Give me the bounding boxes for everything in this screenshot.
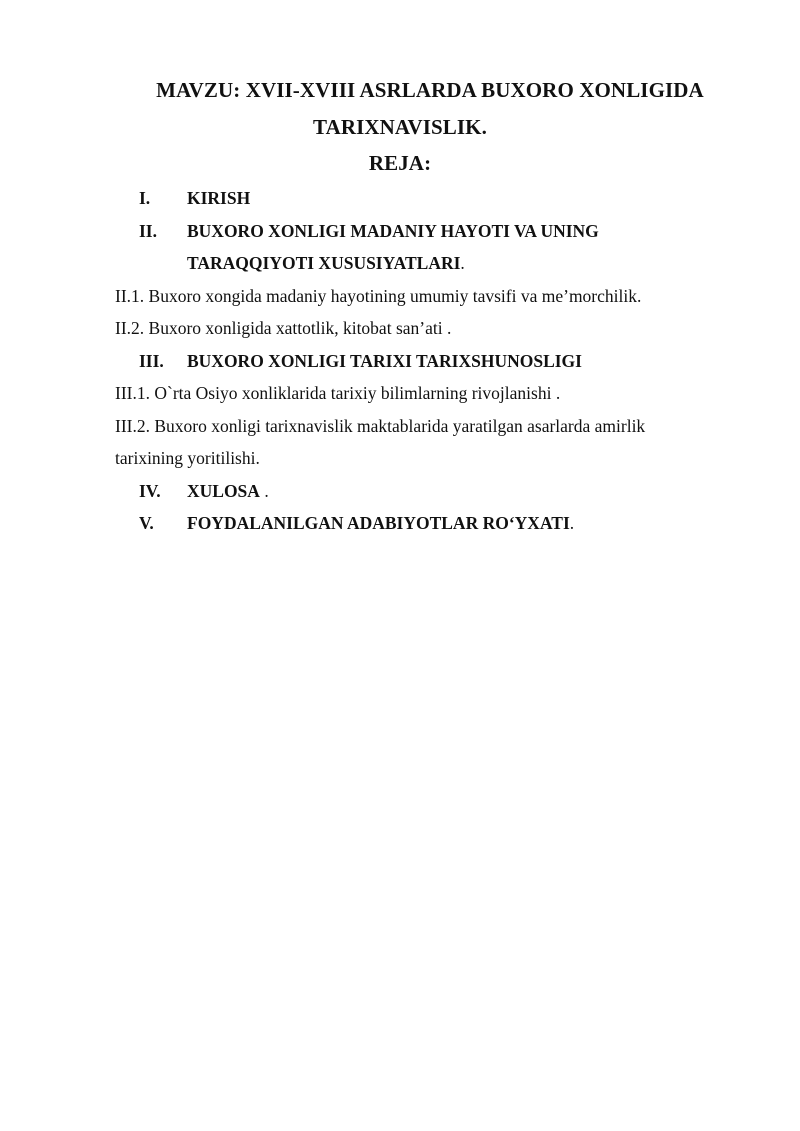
plan-item-text: XULOSA . — [187, 481, 269, 501]
plan-item-text: KIRISH — [187, 188, 251, 208]
plan-heading: REJA: — [368, 151, 432, 175]
title-line-2: TARIXNAVISLIK. — [313, 115, 487, 139]
plan-item-text: TARAQQIYOTI XUSUSIYATLARI. — [187, 253, 465, 273]
plan-item-number: I. — [139, 188, 151, 208]
plan-item-number: II. — [139, 221, 157, 241]
title-line-1: MAVZU: XVII-XVIII ASRLARDA BUXORO XONLIGIDA — [156, 78, 704, 102]
plan-item-number: V. — [139, 513, 154, 533]
plan-item-text: FOYDALANILGAN ADABIYOTLAR RO‘YXATI. — [187, 513, 575, 533]
plan-item-text: BUXORO XONLIGI MADANIY HAYOTI VA UNING — [187, 221, 599, 241]
subitem-ii-1: II.1. Buxoro xongida madaniy hayotining umumiy tavsifi va me’morchilik. — [115, 286, 642, 306]
plan-item-number: III. — [139, 351, 164, 371]
plan-item-text: BUXORO XONLIGI TARIXI TARIXSHUNOSLIGI — [187, 351, 582, 371]
subitem-iii-1: III.1. O`rta Osiyo xonliklarida tarixiy bilimlarning rivojlanishi . — [115, 383, 561, 403]
subitem-iii-2-line-1: III.2. Buxoro xonligi tarixnavislik maktablarida yaratilgan asarlarda amirlik — [115, 416, 646, 436]
plan-item-number: IV. — [139, 481, 161, 501]
subitem-iii-2-line-2: tarixining yoritilishi. — [115, 448, 260, 468]
subitem-ii-2: II.2. Buxoro xonligida xattotlik, kitobat san’ati . — [115, 318, 452, 338]
